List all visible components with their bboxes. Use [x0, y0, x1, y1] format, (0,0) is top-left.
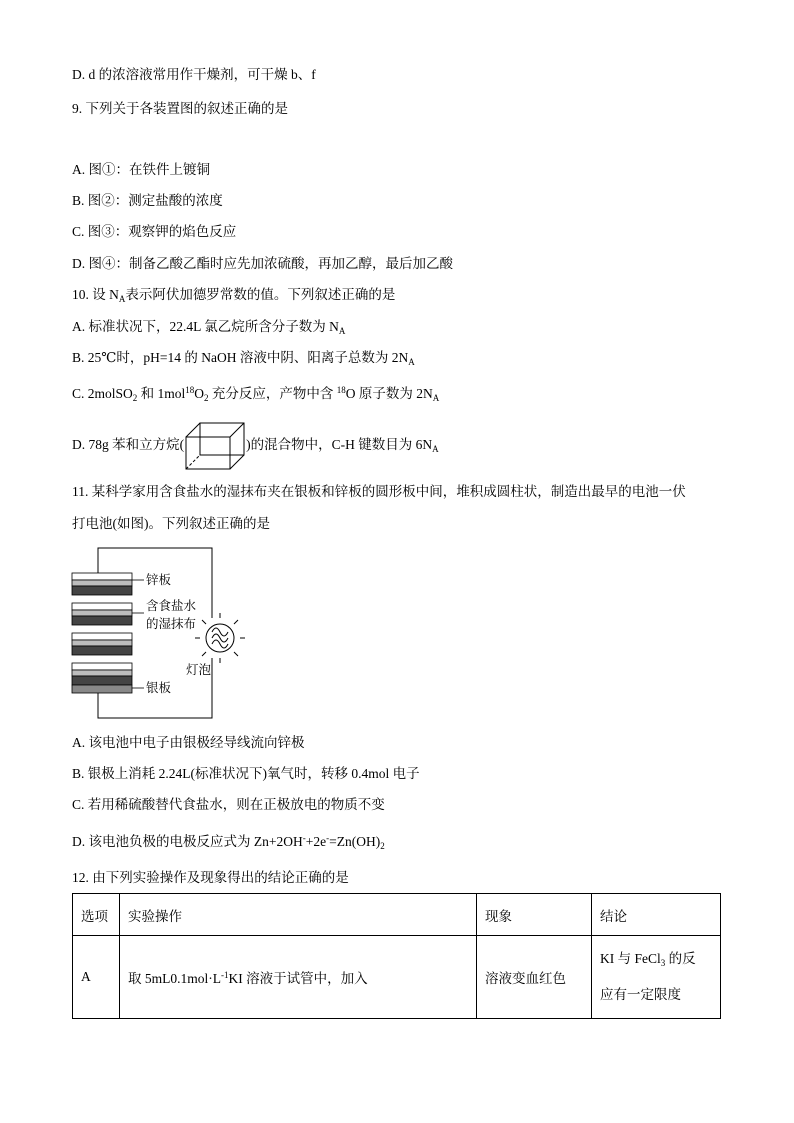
label-silver: 银板 — [146, 680, 172, 695]
table-row — [73, 936, 721, 1019]
q12-stem: 12. 由下列实验操作及现象得出的结论正确的是 — [72, 870, 349, 885]
header-conclusion: 结论 — [592, 894, 721, 936]
label-cloth-2: 的湿抹布 — [146, 616, 197, 631]
q9-option-a: A. 图①：在铁件上镀铜 — [72, 162, 210, 177]
q9-option-b: B. 图②：测定盐酸的浓度 — [72, 193, 223, 208]
q8-option-d: D. d 的浓溶液常用作干燥剂，可干燥 b、f — [72, 67, 316, 82]
q9-option-d: D. 图④：制备乙酸乙酯时应先加浓硫酸，再加乙醇，最后加乙酸 — [72, 256, 453, 271]
cell-phenomenon: 溶液变血红色 — [477, 936, 592, 1019]
label-cloth-1: 含食盐水 — [146, 598, 197, 613]
q10-stem: 10. 设 $N_A$表示阿伏加德罗常数的值。下列叙述正确的是 — [72, 287, 396, 304]
q10-option-b: B. 25℃时，pH=14 的 NaOH 溶液中阴、阳离子总数为 $2N_A$ — [72, 350, 415, 367]
cell-conclusion: KI 与 FeCl$_3$ 的反 应有一定限度 — [592, 936, 721, 1019]
q10-option-d: D. 78g 苯和立方烷( )的混合物中，C-H 键数目为 $6N_A$ — [72, 420, 439, 471]
q11-option-b: B. 银极上消耗 2.24L(标准状况下)氧气时，转移 0.4mol 电子 — [72, 766, 420, 781]
light-bulb-icon — [195, 613, 245, 663]
header-option: 选项 — [73, 894, 120, 936]
header-operation: 实验操作 — [120, 894, 477, 936]
q11-option-a: A. 该电池中电子由银极经导线流向锌极 — [72, 735, 305, 750]
q10-option-c: C. 2molSO$_2$ 和 $1mol^{18}O_2$ 充分反应，产物中含 $^{18}$O 原子数为 $2N_A$ — [72, 385, 440, 403]
q11-option-d: D. 该电池负极的电极反应式为 $Zn+2OH^-+2e^-=Zn(OH)_2$ — [72, 833, 385, 851]
q10-option-a: A. 标准状况下，22.4L 氯乙烷所含分子数为 $N_A$ — [72, 319, 346, 336]
cell-operation: 取 $5mL0.1mol\cdot L^{-1}KI$ 溶液于试管中，加入 — [120, 936, 477, 1019]
experiment-table — [72, 893, 721, 1019]
header-phenomenon: 现象 — [477, 894, 592, 936]
cell-option: A — [73, 936, 120, 1019]
table-header-row — [73, 894, 721, 936]
voltaic-pile-figure — [66, 540, 256, 726]
q9-option-c: C. 图③：观察钾的焰色反应 — [72, 224, 237, 239]
q9-stem: 9. 下列关于各装置图的叙述正确的是 — [72, 101, 288, 116]
q11-stem-line1: 11. 某科学家用含食盐水的湿抹布夹在银板和锌板的圆形板中间，堆积成圆柱状，制造出最早的电池一伏 — [72, 484, 686, 499]
label-bulb: 灯泡 — [186, 662, 212, 677]
cubane-structure-icon — [184, 421, 246, 471]
q11-option-c: C. 若用稀硫酸替代食盐水，则在正极放电的物质不变 — [72, 797, 385, 812]
q11-stem-line2: 打电池(如图)。下列叙述正确的是 — [72, 516, 270, 531]
label-zinc: 锌板 — [146, 572, 172, 587]
